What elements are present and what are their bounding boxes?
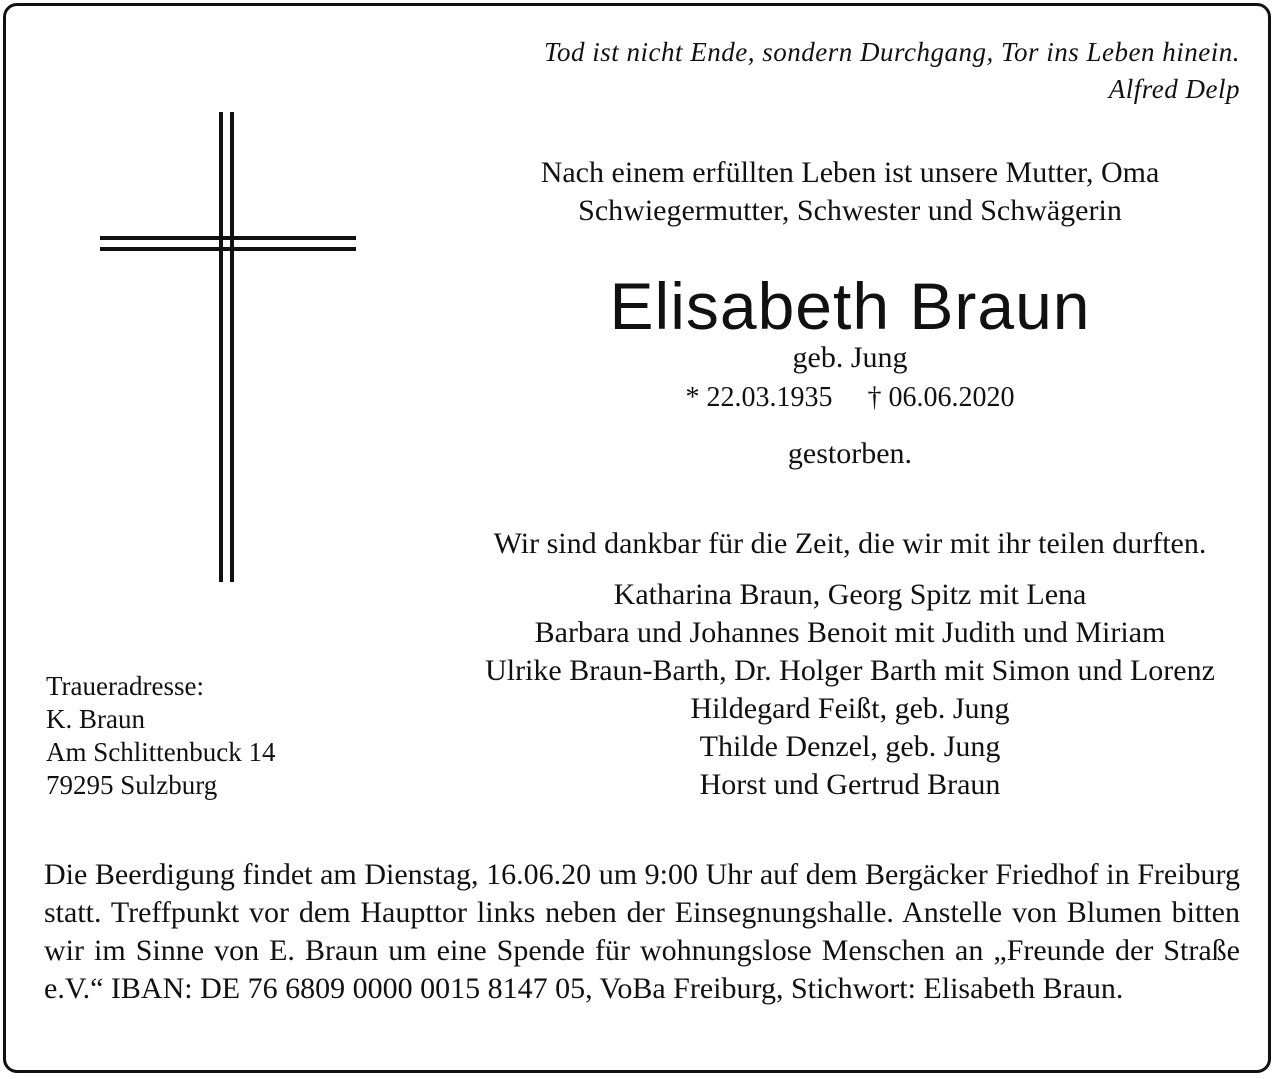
intro-text	[460, 154, 1240, 230]
funeral-details: Die Beerdigung findet am Dienstag, 16.06.20 um 9:00 Uhr auf dem Bergäcker Friedhof in Freiburg statt. Treffpunkt vor dem Haupttor links neben der Einsegnungshalle. Anstelle von Blumen bitten wir im Sinne von E. Braun um eine Spende für wohnungslose Menschen an „Freunde der Straße e.V.“ IBAN: DE 76 6809 0000 0015 8147 05, VoBa Freiburg, Stichwort: Elisabeth Braun.	[44, 858, 1240, 1005]
thanks-line: Wir sind dankbar für die Zeit, die wir mit ihr teilen durften.	[493, 527, 1207, 560]
family-line: Barbara und Johannes Benoit mit Judith und Miriam	[534, 616, 1166, 649]
deceased-name: Elisabeth Braun	[609, 269, 1091, 343]
family-line: Hildegard Feißt, geb. Jung	[690, 692, 1010, 725]
family-line: Katharina Braun, Georg Spitz mit Lena	[613, 578, 1087, 611]
died-word: gestorben.	[787, 437, 913, 470]
address-label: Traueradresse:	[46, 671, 204, 701]
intro-line: Nach einem erfüllten Leben ist unsere Mutter, Oma	[540, 156, 1160, 189]
cross-icon	[100, 112, 356, 582]
mourning-address	[46, 670, 275, 802]
family-list	[460, 576, 1240, 804]
quote-author: Alfred Delp	[1108, 74, 1240, 104]
family-line: Horst und Gertrud Braun	[699, 768, 1001, 801]
address-line: Am Schlittenbuck 14	[46, 737, 276, 767]
birth-date: * 22.03.1935	[685, 382, 833, 413]
address-line: 79295 Sulzburg	[46, 770, 218, 800]
quote-text: Tod ist nicht Ende, sondern Durchgang, Tor ins Leben hinein.	[543, 37, 1240, 67]
address-line: K. Braun	[46, 704, 145, 734]
family-line: Thilde Denzel, geb. Jung	[699, 730, 1001, 763]
family-line: Ulrike Braun-Barth, Dr. Holger Barth mit Simon und Lorenz	[485, 654, 1215, 687]
born-name: geb. Jung	[792, 341, 908, 374]
intro-line: Schwiegermutter, Schwester und Schwägerin	[578, 194, 1122, 227]
death-date: † 06.06.2020	[867, 382, 1015, 413]
life-dates	[460, 378, 1240, 418]
quote-block	[544, 34, 1240, 108]
